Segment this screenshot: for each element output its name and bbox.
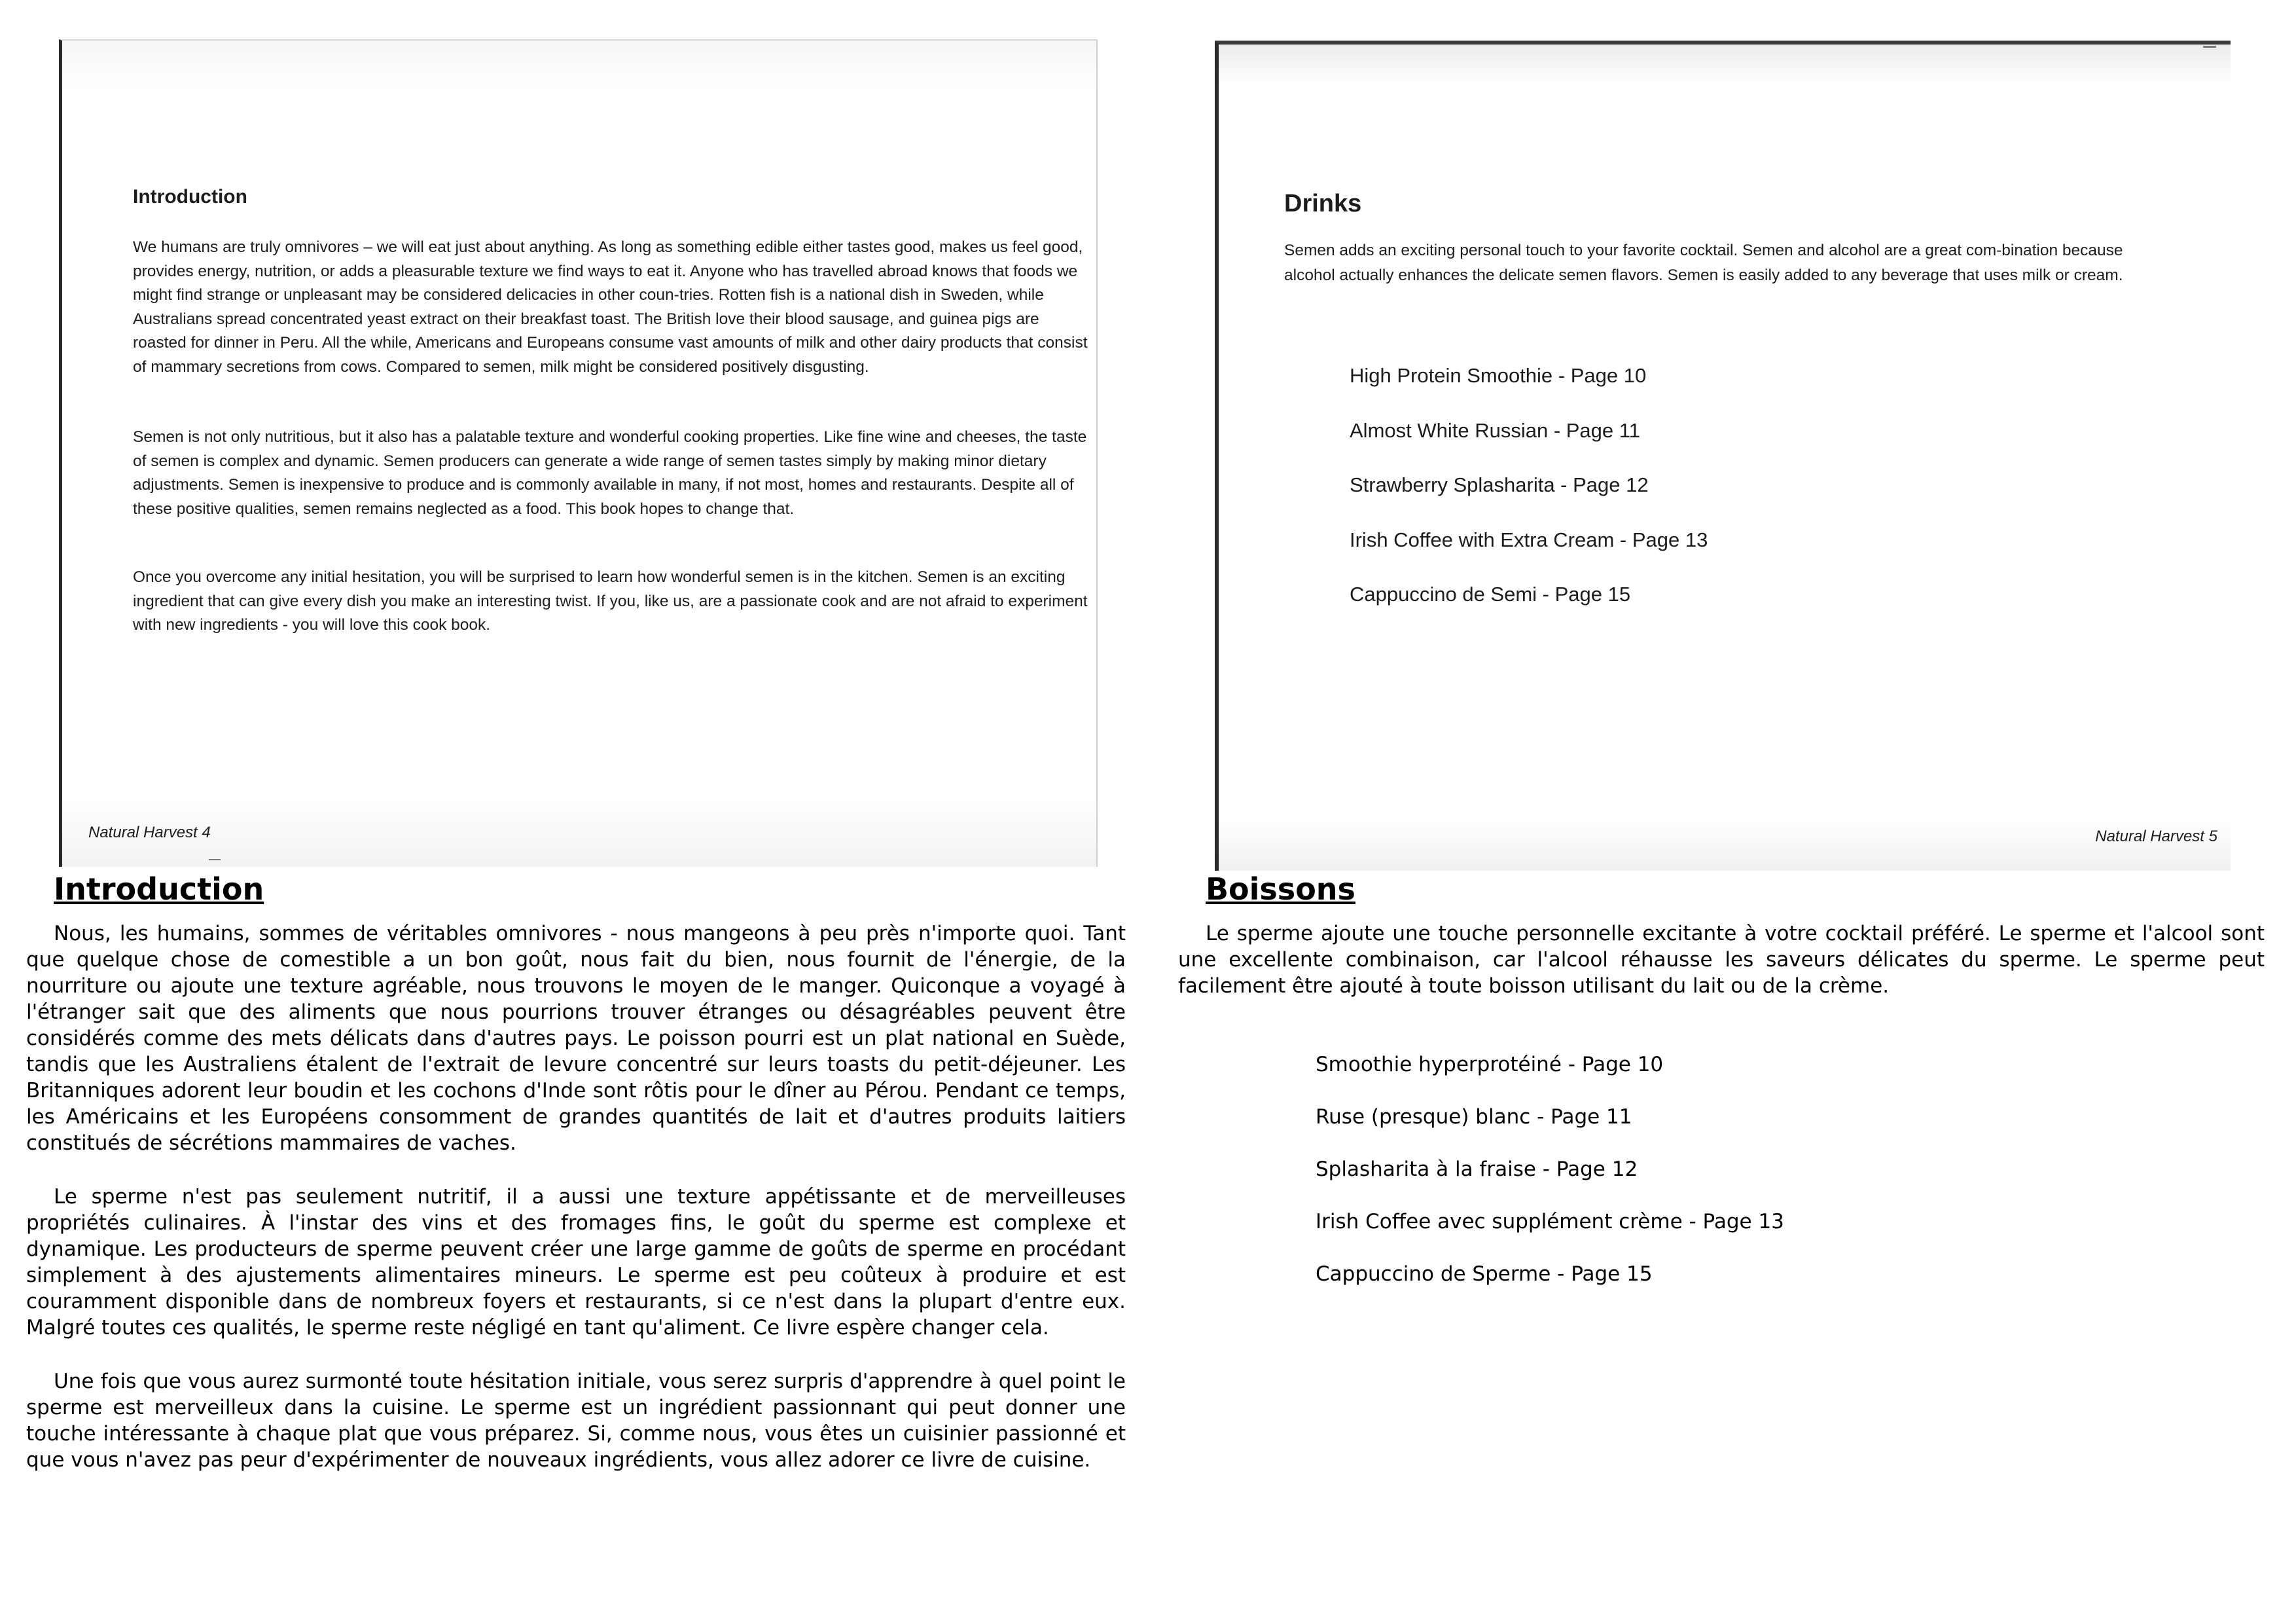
scan-right-paragraph: Semen adds an exciting personal touch to your favorite cocktail. Semen and alcohol are a great com-bination because alcohol actually enhances the delicate semen flavors. Semen is easily added to any beverage that uses milk or cream. bbox=[1284, 242, 2123, 284]
translation-left-paragraph-3: Une fois que vous aurez surmonté toute hésitation initiale, vous serez surpris d'apprendre à quel point le sperme est merveilleux dans la cuisine. Le sperme est un ingrédient passionnant qui peut donner une touche intéressante à chaque plat que vous préparez. Si, comme nous, vous êtes un cuisinier passionné et que vous n'avez pas peur d'expérimenter de nouveaux ingrédients, vous allez adorer ce livre de cuisine. bbox=[26, 1370, 1126, 1472]
translation-right bbox=[1178, 869, 2265, 1315]
scan-right-list-item: Strawberry Splasharita - Page 12 bbox=[1350, 473, 1649, 496]
scan-smudge bbox=[2203, 46, 2216, 48]
scan-right-list-item: Cappuccino de Semi - Page 15 bbox=[1350, 583, 1631, 606]
scan-right-list-item: High Protein Smoothie - Page 10 bbox=[1350, 364, 1647, 387]
scan-left-footer: Natural Harvest 4 bbox=[88, 824, 211, 841]
translation-left-paragraph-2: Le sperme n'est pas seulement nutritif, il a aussi une texture appétissante et de merveilleuses propriétés culinaires. À l'instar des vins et des fromages fins, le goût du sperme est complexe et dynamique. Les producteurs de sperme peuvent créer une large gamme de goûts de sperme en procédant simplement à des ajustements alimentaires mineurs. Le sperme est peu coûteux à produire et est couramment disponible dans de nombreux foyers et restaurants, si ce n'est dans la plupart d'entre eux. Malgré toutes ces qualités, le sperme reste négligé en tant qu'aliment. Ce livre espère changer cela. bbox=[26, 1185, 1126, 1340]
translation-right-list-item: Irish Coffee avec supplément crème - Page 13 bbox=[1316, 1210, 1784, 1233]
translation-left-paragraph-1: Nous, les humains, sommes de véritables omnivores - nous mangeons à peu près n'importe quoi. Tant que quelque chose de comestible a un bon goût, nous fait du bien, nous fournit de l'énergie, de la nourriture ou ajoute une texture agréable, nous trouvons le moyen de le manger. Quiconque a voyagé à l'étranger sait que des aliments que nous pourrions trouver étranges ou désagréables peuvent être considérés comme des mets délicats dans d'autres pays. Le poisson pourri est un plat national en Suède, tandis que les Australiens étalent de l'extrait de levure concentré sur leurs toasts du petit-déjeuner. Les Britanniques adorent leur boudin et les cochons d'Inde sont rôtis pour le dîner au Pérou. Pendant ce temps, les Américains et les Européens consomment de grandes quantités de lait et d'autres produits laitiers constitués de sécrétions mammaires de vaches. bbox=[26, 922, 1126, 1155]
translation-right-list-item: Smoothie hyperprotéiné - Page 10 bbox=[1316, 1053, 1664, 1076]
scan-left-paragraph-1: We humans are truly omnivores – we will eat just about anything. As long as something edible either tastes good, makes us feel good, provides energy, nutrition, or adds a pleasurable texture we find ways to eat it. Anyone who has travelled abroad knows that foods we might find strange or unpleasant may be considered delicacies in other coun-tries. Rotten fish is a national dish in Sweden, while Australians spread concentrated yeast extract on their breakfast toast. The British love their blood sausage, and guinea pigs are roasted for dinner in Peru. All the while, Americans and Europeans consume vast amounts of milk and other dairy products that consist of mammary secretions from cows. Compared to semen, milk might be considered positively disgusting. bbox=[133, 238, 1088, 376]
scan-right-heading: Drinks bbox=[1284, 190, 1362, 217]
translation-right-paragraph: Le sperme ajoute une touche personnelle excitante à votre cocktail préféré. Le sperme et l'alcool sont une excellente combinaison, car l'alcool réhausse les saveurs délicates du sperme. Le sperme peut facilement être ajouté à toute boisson utilisant du lait ou de la crème. bbox=[1178, 922, 2265, 998]
translation-left bbox=[26, 869, 1126, 1501]
translation-right-heading: Boissons bbox=[1206, 871, 1355, 907]
scan-right-footer: Natural Harvest 5 bbox=[2095, 828, 2217, 845]
scan-left-paragraph-3: Once you overcome any initial hesitation, you will be surprised to learn how wonderful semen is in the kitchen. Semen is an exciting ingredient that can give every dish you make an interesting twist. If you, like us, are a passionate cook and are not afraid to experiment with new ingredients - you will love this cook book. bbox=[133, 568, 1088, 634]
scanned-page-right bbox=[1215, 41, 2231, 871]
translation-right-list-item: Ruse (presque) blanc - Page 11 bbox=[1316, 1105, 1632, 1129]
scanned-page-left bbox=[59, 39, 1098, 867]
scan-right-drinks-list bbox=[1350, 364, 1708, 638]
translation-right-drinks-list bbox=[1316, 1053, 2265, 1315]
scan-left-paragraph-2: Semen is not only nutritious, but it also has a palatable texture and wonderful cooking properties. Like fine wine and cheeses, the taste of semen is complex and dynamic. Semen producers can generate a wide range of semen tastes simply by making minor dietary adjustments. Semen is inexpensive to produce and is commonly available in many, if not most, homes and restaurants. Despite all of these positive qualities, semen remains neglected as a food. This book hopes to change that. bbox=[133, 428, 1087, 518]
translation-right-list-item: Splasharita à la fraise - Page 12 bbox=[1316, 1158, 1638, 1181]
translation-left-heading: Introduction bbox=[54, 871, 264, 907]
scan-right-list-item: Almost White Russian - Page 11 bbox=[1350, 418, 1640, 442]
scan-left-heading: Introduction bbox=[133, 186, 247, 208]
scan-right-list-item: Irish Coffee with Extra Cream - Page 13 bbox=[1350, 528, 1708, 551]
scan-smudge bbox=[209, 859, 221, 860]
translation-right-list-item: Cappuccino de Sperme - Page 15 bbox=[1316, 1262, 1653, 1286]
